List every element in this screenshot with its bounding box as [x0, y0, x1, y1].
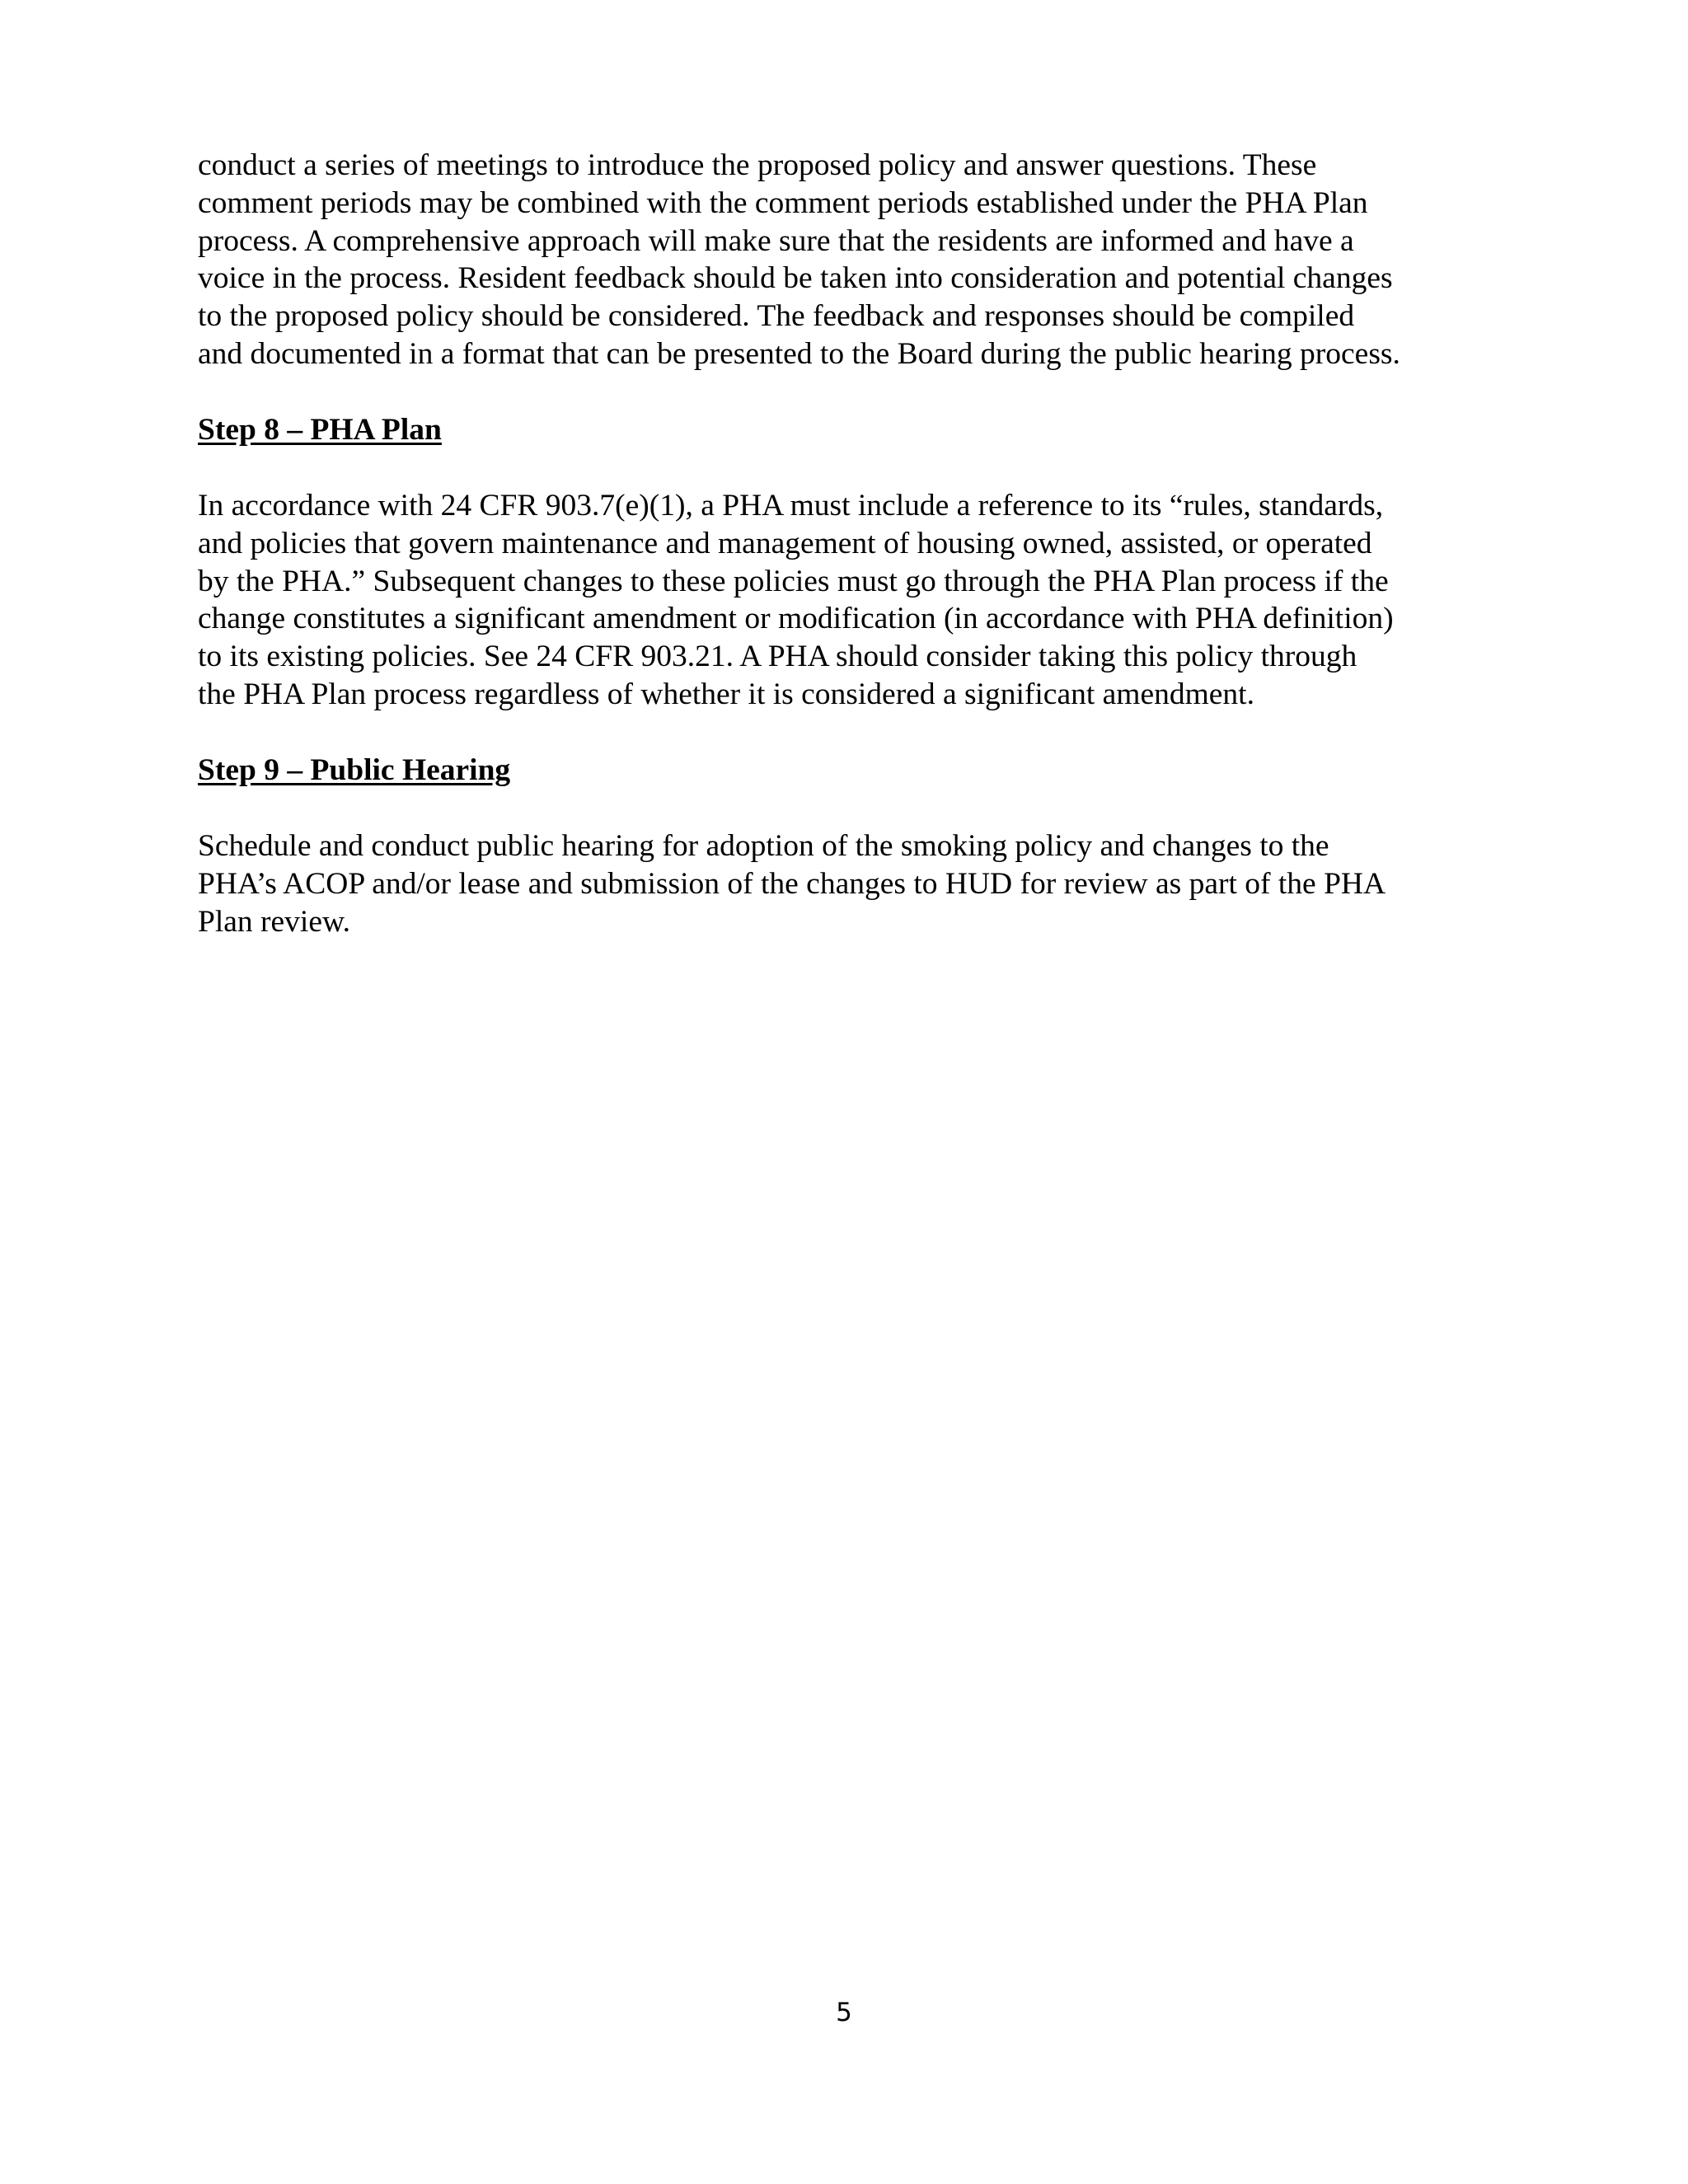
paragraph-line: In accordance with 24 CFR 903.7(e)(1), a PHA must include a reference to its “rules, standards, — [198, 489, 1384, 523]
paragraph-line: Schedule and conduct public hearing for adoption of the smoking policy and changes to the — [198, 829, 1329, 863]
paragraph-line: the PHA Plan process regardless of whether it is considered a significant amendment. — [198, 677, 1254, 711]
paragraph-line: to its existing policies. See 24 CFR 903.21. A PHA should consider taking this policy through — [198, 640, 1357, 674]
step-8-heading: Step 8 – PHA Plan — [198, 413, 442, 447]
paragraph-line: and documented in a format that can be presented to the Board during the public hearing process. — [198, 336, 1400, 371]
paragraph-line: Plan review. — [198, 904, 351, 939]
paragraph-line: and policies that govern maintenance and management of housing owned, assisted, or operated — [198, 526, 1372, 560]
step-9-paragraph — [198, 827, 1386, 940]
paragraph-line: comment periods may be combined with the comment periods established under the PHA Plan — [198, 185, 1368, 220]
paragraph-line: voice in the process. Resident feedback should be taken into consideration and potential changes — [198, 261, 1393, 296]
paragraph-line: process. A comprehensive approach will make sure that the residents are informed and have a — [198, 223, 1354, 258]
paragraph-line: conduct a series of meetings to introduce the proposed policy and answer questions. These — [198, 148, 1317, 182]
paragraph-line: by the PHA.” Subsequent changes to these policies must go through the PHA Plan process if the — [198, 564, 1389, 598]
paragraph-line: to the proposed policy should be considered. The feedback and responses should be compiled — [198, 299, 1355, 334]
intro-paragraph — [198, 147, 1400, 373]
page-number: 5 — [836, 1998, 852, 2027]
step-9-heading: Step 9 – Public Hearing — [198, 753, 511, 787]
paragraph-line: PHA’s ACOP and/or lease and submission of the changes to HUD for review as part of the PHA — [198, 866, 1386, 901]
paragraph-line: change constitutes a significant amendment or modification (in accordance with PHA definition) — [198, 602, 1394, 636]
step-8-paragraph — [198, 487, 1394, 714]
